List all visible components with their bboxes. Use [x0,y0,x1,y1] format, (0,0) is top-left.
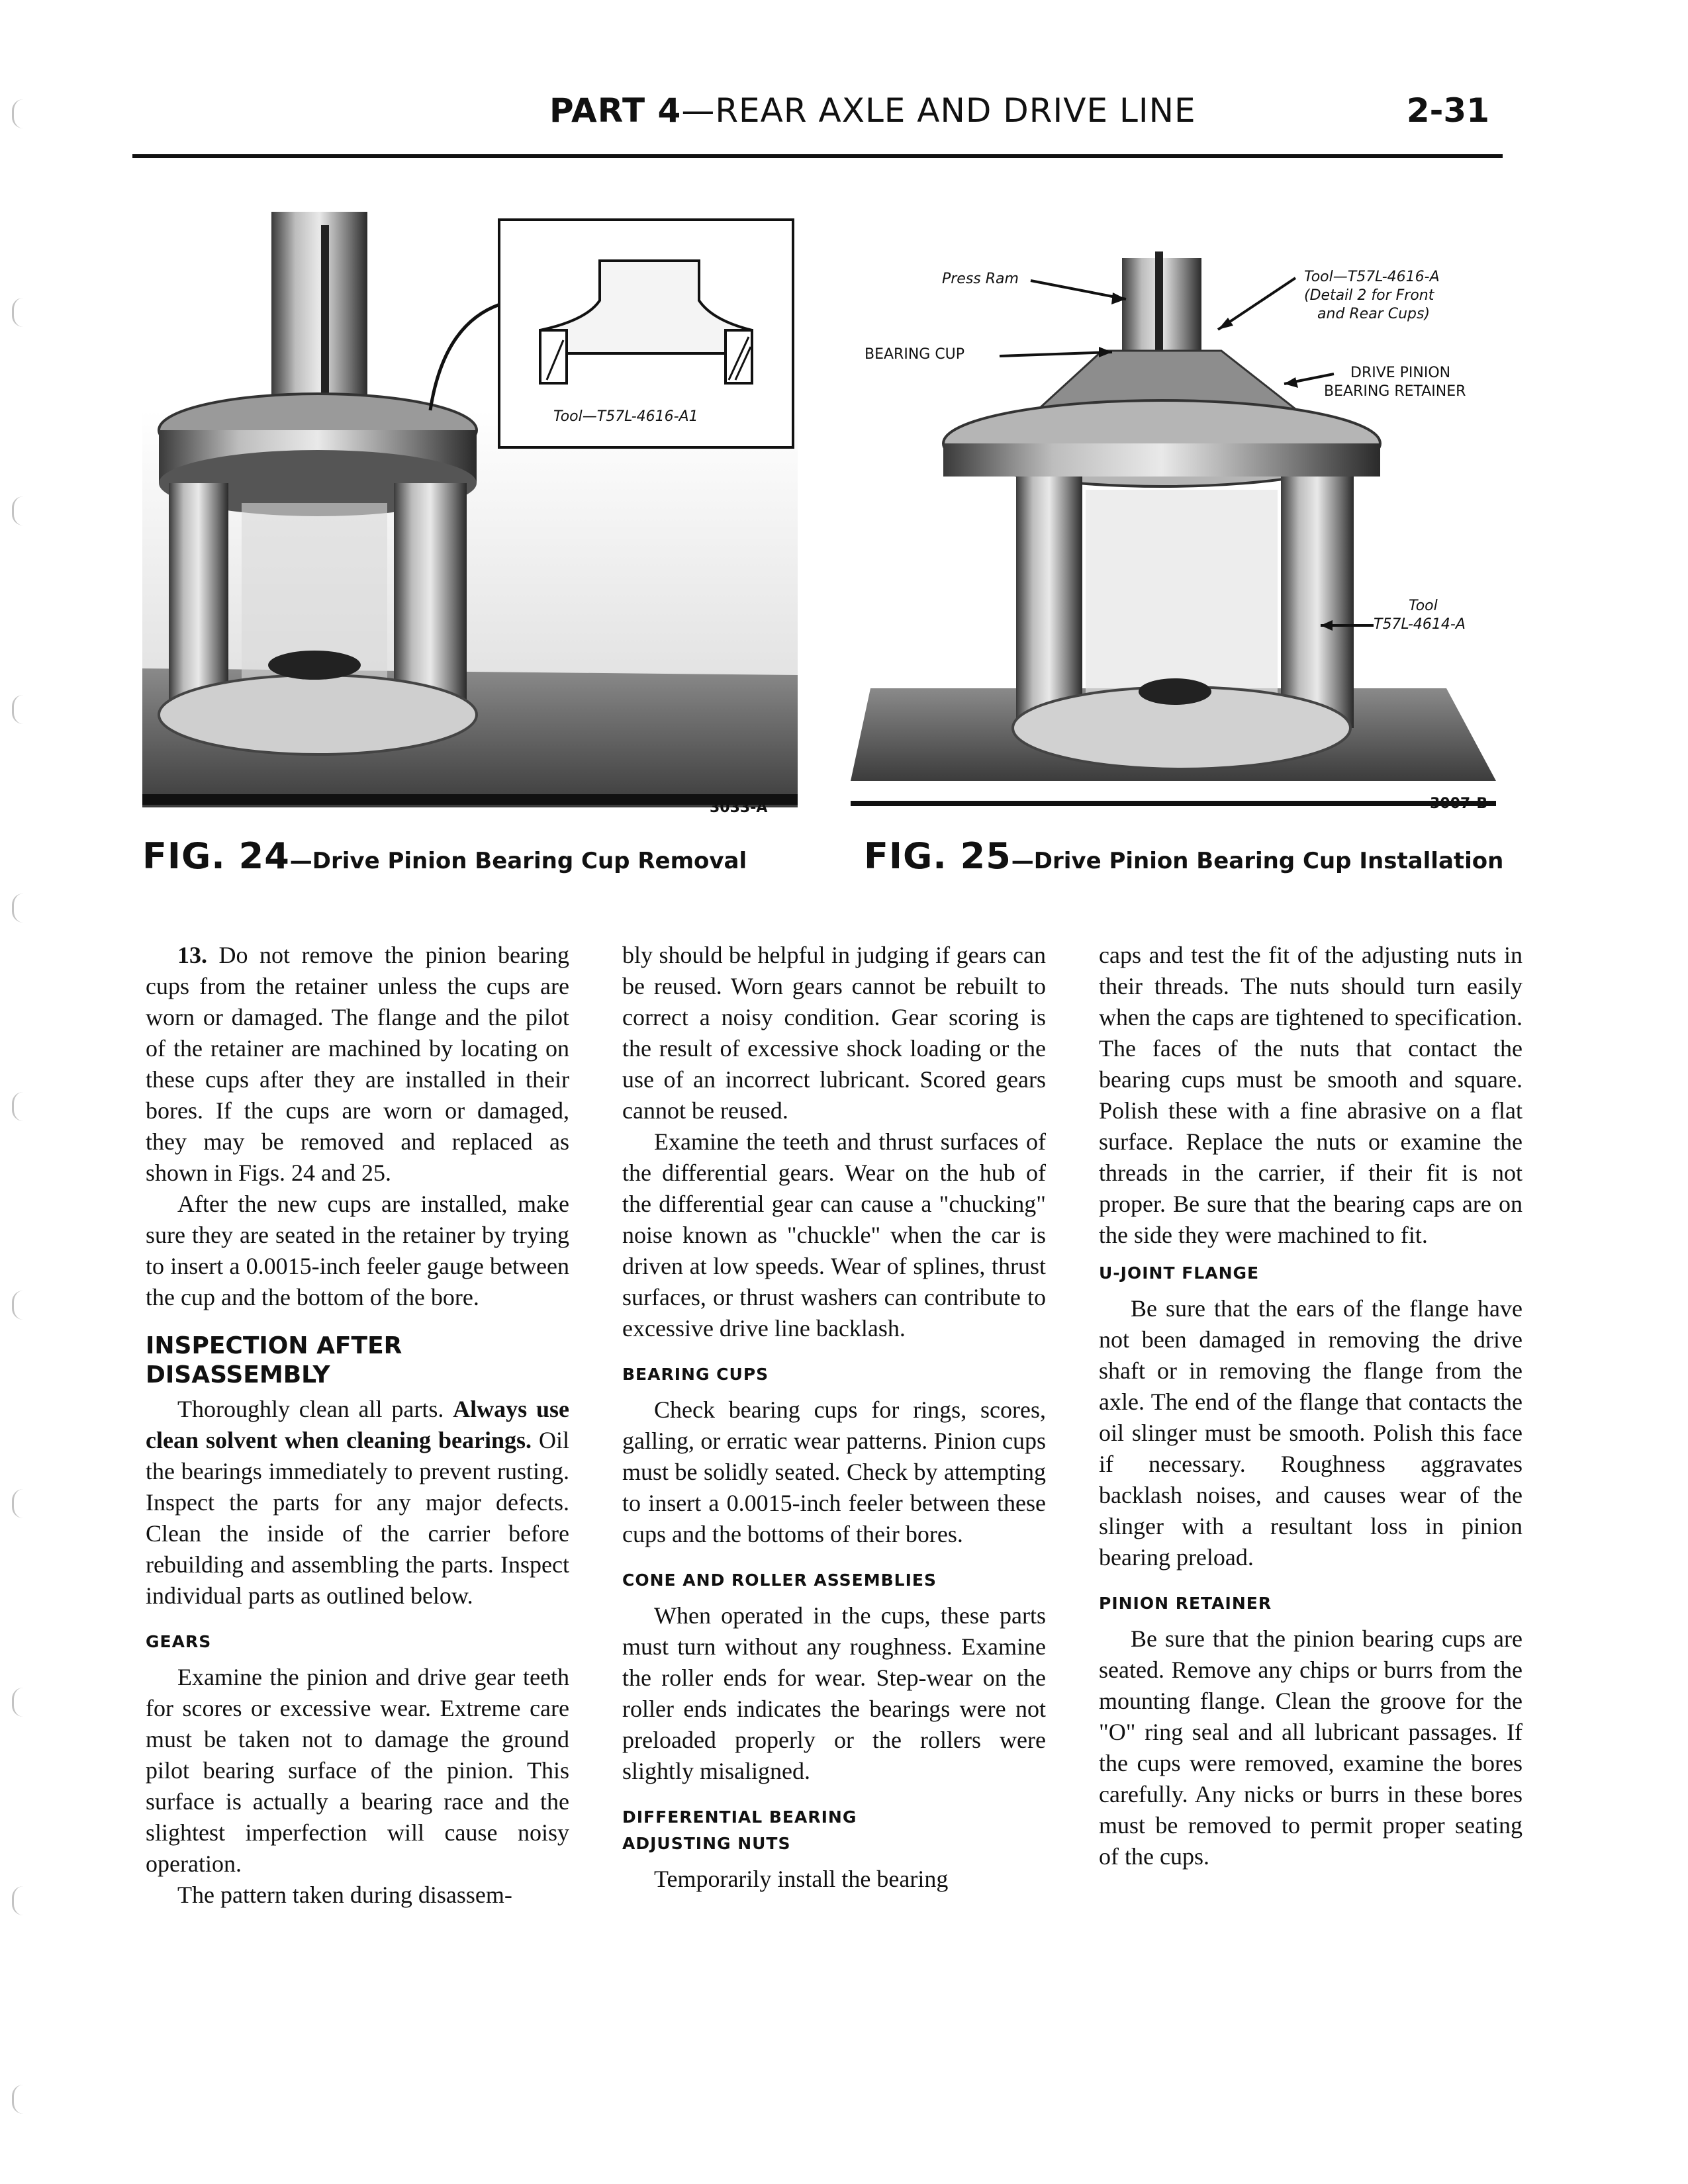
binder-hole-mark [12,2085,23,2114]
page-number: 2-31 [1406,91,1489,130]
paragraph: The pattern taken during disassem- [177,1882,512,1908]
subheading-bearing-cups: BEARING CUPS [622,1365,769,1384]
label-retainer-1: DRIVE PINION [1350,365,1451,381]
part-title: PART 4—REAR AXLE AND DRIVE LINE [549,91,1196,130]
figure-25-code: 3007-B [1430,796,1488,812]
subheading-differential-nuts: DIFFERENTIAL BEARING ADJUSTING NUTS [622,1807,857,1853]
paragraph: When operated in the cups, these parts must turn without any roughness. Examine the roller ends for wear. Step-wear on the roller ends indicates the bearings were not preloaded properly or the rollers were slightly misaligned. [622,1602,1046,1784]
label-tool-bottom-1: Tool [1409,598,1438,614]
subheading-u-joint-flange: U-JOINT FLANGE [1099,1263,1260,1283]
paragraph: After the new cups are installed, make sure they are seated in the retainer by trying to insert a 0.0015-inch feeler gauge between the cup and the bottom of the bore. [146,1191,569,1310]
label-tool-top-3: and Rear Cups) [1317,306,1430,322]
subheading-pinion-retainer: PINION RETAINER [1099,1594,1272,1613]
label-bearing-cup: BEARING CUP [865,346,965,363]
binder-hole-mark [12,1092,23,1121]
binder-hole-mark [12,1291,23,1320]
page-header [132,91,1503,158]
paragraph: bly should be helpful in judging if gears can be reused. Worn gears cannot be rebuilt to correct a noisy condition. Gear scoring is the result of excessive shock loading or the use of an incorrect lubricant. Scored gears cannot be reused. [622,942,1046,1124]
paragraph: Temporarily install the bearing [654,1866,949,1892]
paragraph: Be sure that the ears of the flange have not been damaged in removing the drive shaft or in removing the flange from the axle. The end of the flange that contacts the oil slinger must be smooth. Polish this face if necessary. Roughness aggravates backlash noises, and causes wear of the slinger with a resultant loss in pinion bearing preload. [1099,1295,1523,1570]
text-column-1 [146,940,569,1911]
label-tool-bottom-2: T57L-4614-A [1374,616,1466,633]
label-tool-top-2: (Detail 2 for Front [1304,287,1434,304]
paragraph: Check bearing cups for rings, scores, galling, or erratic wear patterns. Pinion cups must be solidly seated. Check by attempting to insert a 0.0015-inch feeler between these cups and the bottoms of their bores. [622,1396,1046,1547]
figure-24-inset [498,218,794,449]
paragraph: Examine the teeth and thrust surfaces of the differential gears. Wear on the hub of the differential gear can cause a "chucking" noise known as "chuckle" when the car is driven at low speeds. Wear of splines, thrust surfaces, or thrust washers can contribute to excessive drive line backlash. [622,1128,1046,1342]
binder-hole-mark [12,496,23,525]
binder-hole-mark [12,893,23,923]
binder-hole-mark [12,1489,23,1518]
paragraph: Be sure that the pinion bearing cups are seated. Remove any chips or burrs from the mounting flange. Clean the groove for the "O" ring seal and all lubricant passages. If the cups were removed, examine the bores carefully. Any nicks or burrs in these bores must be removed to permit proper seating of the cups. [1099,1625,1523,1870]
section-heading-inspection: INSPECTION AFTER DISASSEMBLY [146,1332,402,1388]
inset-tool-label: Tool—T57L-4616-A1 [553,408,698,425]
inset-leader-line [417,298,510,417]
figure-24-caption: FIG. 24—Drive Pinion Bearing Cup Removal [142,835,747,877]
subheading-gears: GEARS [146,1632,212,1651]
binder-hole-mark [12,298,23,327]
paragraph-step-13: 13. Do not remove the pinion bearing cups from the retainer unless the cups are worn or damaged. The flange and the pilot of the retainer are machined by locating on these cups after they are installed in their bores. If the cups are worn or damaged, they may be removed and replaced as shown in Figs. 24 and 25. [146,942,569,1186]
label-tool-top-1: Tool—T57L-4616-A [1304,269,1440,285]
text-column-2 [622,940,1046,1895]
paragraph: Thoroughly clean all parts. Always use clean solvent when cleaning bearings. Oil the bearings immediately to prevent rusting. Inspect the parts for any major defects. Clean the inside of the carrier before rebuilding and assembling the parts. Inspect individual parts as outlined below. [146,1396,569,1609]
text-column-3 [1099,940,1523,1872]
binder-hole-mark [12,695,23,724]
figure-25-caption: FIG. 25—Drive Pinion Bearing Cup Installation [864,835,1504,877]
binder-hole-mark [12,1688,23,1717]
paragraph: caps and test the fit of the adjusting nuts in their threads. The nuts should turn easily when the caps are tightened to specification. The faces of the nuts that contact the bearing cups must be smooth and square. Polish these with a fine abrasive on a flat surface. Replace the nuts or examine the threads in the carrier, if their fit is not proper. Be sure that the bearing caps are on the side they were machined to fit. [1099,942,1523,1248]
label-press-ram: Press Ram [942,271,1019,287]
label-retainer-2: BEARING RETAINER [1324,383,1466,400]
subheading-cone-roller: CONE AND ROLLER ASSEMBLIES [622,1570,937,1590]
binder-hole-mark [12,99,23,128]
figure-24-code: 3033-A [710,799,768,816]
paragraph: Examine the pinion and drive gear teeth for scores or excessive wear. Extreme care must be taken not to damage the ground pilot bearing surface of the pinion. This surface is actually a bearing race and the slightest imperfection will cause noisy operation. [146,1664,569,1877]
binder-hole-mark [12,1886,23,1915]
